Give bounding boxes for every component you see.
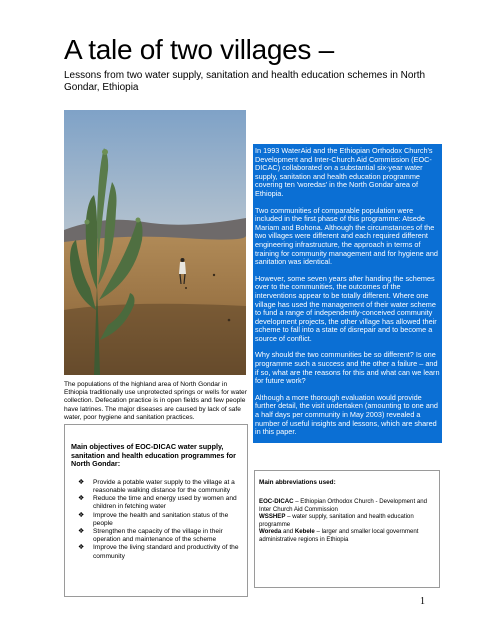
landscape-photo — [64, 110, 246, 375]
list-item: ❖ Improve the health and sanitation status of the people — [78, 511, 229, 527]
list-item: ❖ Strengthen the capacity of the village in their operation and maintenance of the scheme — [78, 528, 223, 544]
diamond-bullet-icon: ❖ — [78, 528, 85, 535]
diamond-bullet-icon: ❖ — [78, 495, 85, 503]
abbreviations-box — [254, 470, 440, 588]
list-item: ❖ Improve the living standard and productivity of the community — [78, 544, 239, 560]
photo-caption: The populations of the highland area of North Gondar in Ethiopia traditionally use unprotected springs or wells for water collection. Defecation practice is in open fields and few people have latrines. The major diseases are caused by lack of safe water, poor hygiene and sanitation practices. — [64, 381, 247, 421]
abbreviation-item: WSSHEP – water supply, sanitation and health education programme — [259, 513, 414, 528]
intro-paragraph: However, some seven years after handing the schemes over to the communities, the outcomes of the interventions appear to be totally different. Where one village has used the management of their water scheme to fund a range of independently-conceived community development projects, the other village has allowed their scheme to fall into a state of disrepair and to become a source of conflict. — [255, 273, 437, 343]
list-item: ❖ Provide a potable water supply to the village at a reasonable walking distance for the community — [78, 478, 235, 494]
objectives-list — [71, 479, 241, 561]
abbreviation-item: Woreda and Kebele – larger and smaller local government administrative regions in Ethiopia — [259, 528, 419, 543]
page-title: A tale of two villages – — [64, 34, 334, 65]
page-subtitle: Lessons from two water supply, sanitation and health education schemes in North Gondar, Ethiopia — [64, 70, 426, 93]
intro-text-box — [253, 144, 442, 443]
abbreviation-item: EOC-DICAC – Ethiopian Orthodox Church - Development and Inter Church Aid Commission — [259, 498, 427, 513]
intro-paragraph: Although a more thorough evaluation would provide further detail, the visit undertaken (amounting to one and a half days per community in May 2003) revealed a number of useful insights and lessons, which are shared in this paper. — [255, 392, 438, 437]
diamond-bullet-icon: ❖ — [78, 544, 85, 552]
diamond-bullet-icon: ❖ — [78, 478, 85, 486]
intro-paragraph: Two communities of comparable population were included in the first phase of this programme: Atsede Mariam and Bohona. Although the circumstances of the two villages were different and each required different engineering infrastructure, the approach in terms of training for community management and for hygiene and sanitation was identical. — [255, 205, 438, 267]
intro-paragraph: In 1993 WaterAid and the Ethiopian Orthodox Church's Development and Inter-Church Aid Commission (EOC-DICAC) collaborated on a substantial six-year water supply, sanitation and health education programme covering ten 'woredas' in the North Gondar area of Ethiopia. — [255, 146, 433, 198]
objectives-heading: Main objectives of EOC-DICAC water supply, sanitation and health education programmes for North Gondar: — [71, 442, 236, 469]
intro-paragraph: Why should the two communities be so different? Is one programme such a success and the other a failure – and if so, what are the reasons for this and what can we learn for future work? — [255, 350, 440, 386]
page-number: 1 — [420, 596, 425, 607]
abbreviations-heading: Main abbreviations used: — [259, 479, 336, 486]
diamond-bullet-icon: ❖ — [78, 511, 85, 519]
list-item: ❖ Reduce the time and energy used by women and children in fetching water — [78, 495, 237, 511]
objectives-box — [64, 424, 248, 597]
